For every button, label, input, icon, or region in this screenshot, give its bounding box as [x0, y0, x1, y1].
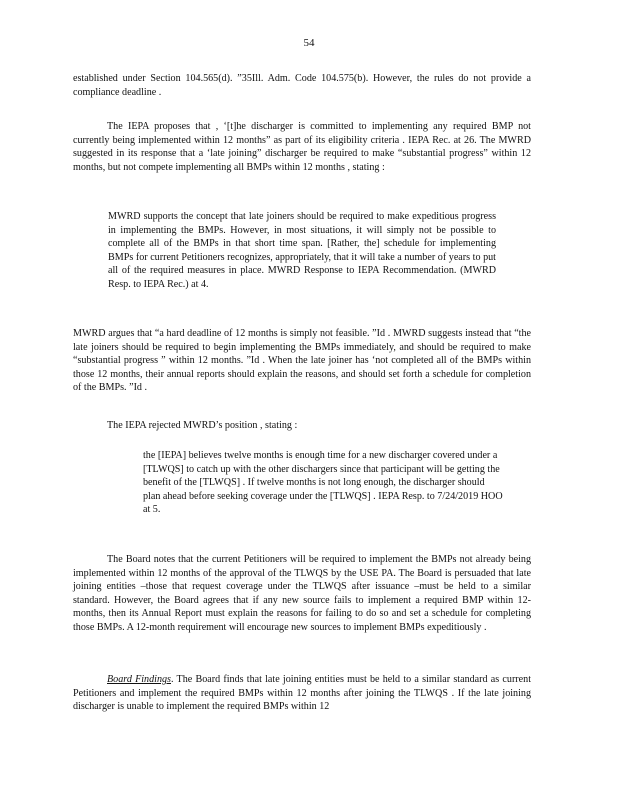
block-quote-mwrd: MWRD supports the concept that late joiners should be required to make expeditious progress in implementing the BMPs. However, in most situations, it will simply not be possible to complete all of the BMPs in that short time span. [Rather, the] schedule for implementing BMPs for current Petitioners recognizes, appropriately, that it will take a number of years to put all of the required measures in place. MWRD Response to IEPA Recommendation. (MWRD Resp. to IEPA Rec.) at 4.: [108, 211, 496, 290]
paragraph-2: The IEPA proposes that , ‘[t]he discharger is committed to implementing any required BMP not currently being implemented within 12 months” as part of its eligibility criteria . IEPA Rec. at 26. The MWRD suggested in its response that a ‘late joining” discharger be required to make “substantial progress” within 12 months, but not compete implementing all BMPs within 12 months , stating :: [73, 121, 531, 173]
board-findings-text: . The Board finds that late joining entities must be held to a similar standard as current Petitioners and implement the required BMPs within 12 months after joining the TLWQS . If the late joining discharger is unable to implement the required BMPs within 12: [73, 674, 531, 713]
paragraph-6: [73, 673, 531, 714]
block-quote-iepa: the [IEPA] believes twelve months is enough time for a new discharger covered under a [TLWQS] to catch up with the other dischargers since that participant will be getting the benefit of the [TLWQS] . If twelve months is not long enough, the discharger should plan ahead before seeking coverage under the [TLWQS] . IEPA Resp. to 7/24/2019 HOO at 5.: [143, 450, 503, 516]
page-number: 54: [303, 37, 315, 49]
paragraph-1: established under Section 104.565(d). ”35Ill. Adm. Code 104.575(b). However, the rules do not provide a compliance deadline .: [73, 73, 531, 98]
paragraph-3: MWRD argues that “a hard deadline of 12 months is simply not feasible. ”Id . MWRD suggests instead that “the late joiners should be required to begin implementing the BMPs immediately, and should be required to make “substantial progress ” within 12 months. ”Id . When the late joiner has ‘not completed all of the BMPs within those 12 months, their annual reports should explain the reasons, and should set forth a schedule for completion of the BMPs. ”Id .: [73, 328, 531, 394]
paragraph-4: The IEPA rejected MWRD’s position , stating :: [107, 420, 298, 431]
paragraph-5: The Board notes that the current Petitioners will be required to implement the BMPs not already being implemented within 12 months of the approval of the TLWQS by the USE PA. The Board is persuaded that late joining entities –those that request coverage under the TLWQS after issuance –must be held to a similar standard. However, the Board agrees that if any new source fails to implement a required BMP within 12-months, then its Annual Report must explain the reasons for failing to do so and set a schedule for completing those BMPs. A 12-month requirement will encourage new sources to implement BMPs expeditiously .: [73, 554, 531, 633]
board-findings-heading: Board Findings: [107, 674, 171, 685]
